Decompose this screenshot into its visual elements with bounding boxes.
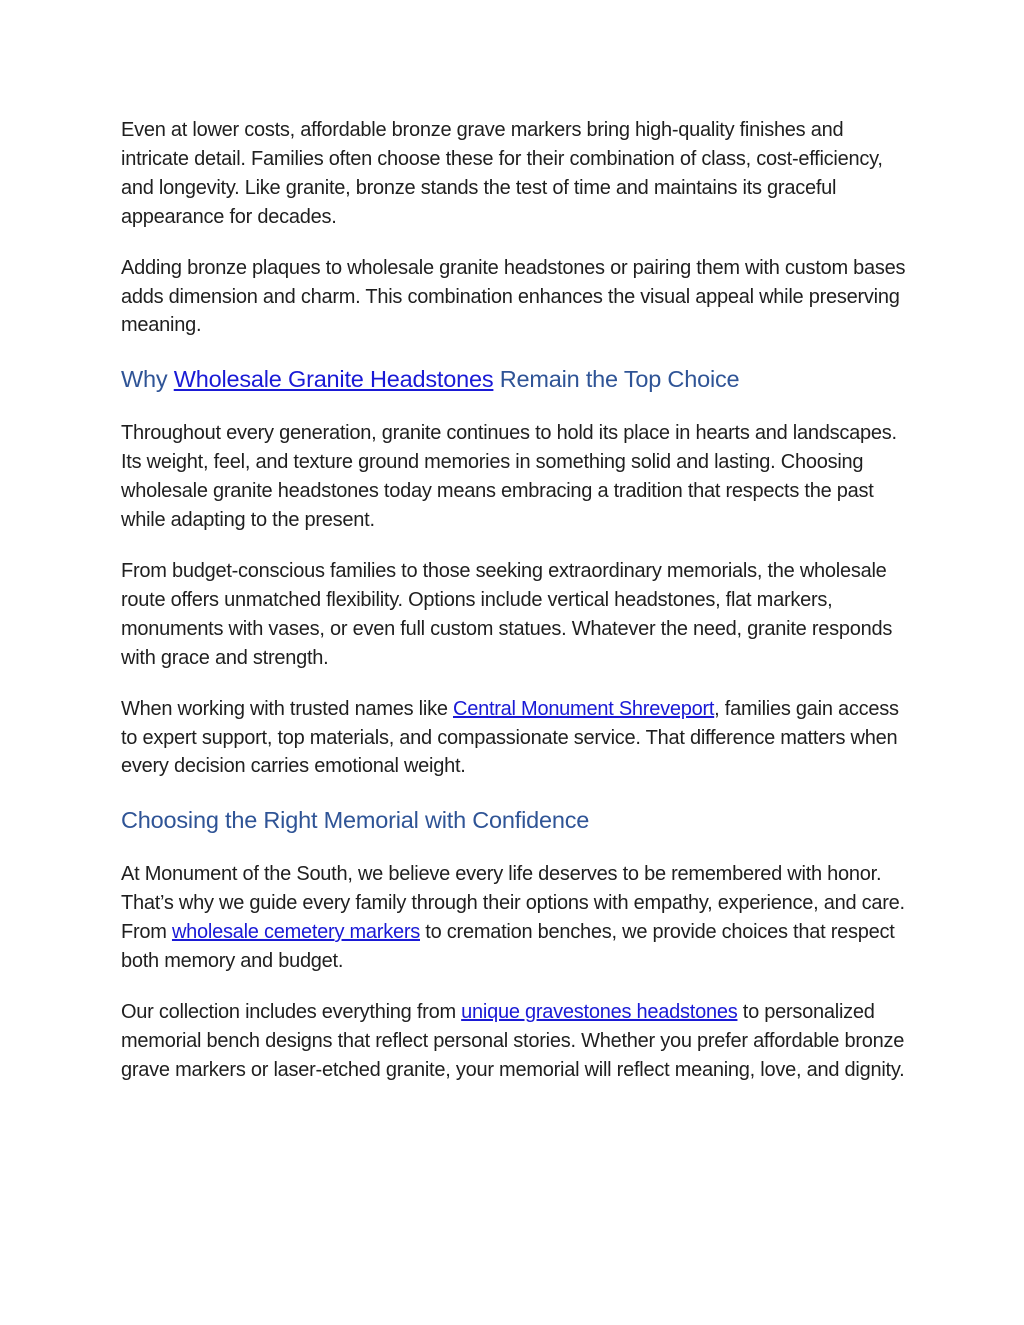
link-wholesale-granite-headstones[interactable]: Wholesale Granite Headstones xyxy=(173,366,494,393)
heading-why-wholesale xyxy=(121,364,911,394)
paragraph-trusted-names-start: When working with trusted names like xyxy=(121,697,453,720)
paragraph-trusted-names-end: , families gain access to expert support, top materials, and compassionate service. That difference matters when every decision carries emotional weight. xyxy=(121,697,899,778)
paragraph-budget-conscious: From budget-conscious families to those seeking extraordinary memorials, the wholesale route offers unmatched flexibility. Options include vertical headstones, flat markers, monuments with vases, or even full custom statues. Whatever the need, granite responds with grace and strength. xyxy=(121,559,893,669)
paragraph-bronze-markers: Even at lower costs, affordable bronze grave markers bring high-quality finishes and intricate detail. Families often choose these for their combination of class, cost-efficiency, and longevity. Like granite, bronze stands the test of time and maintains its graceful appearance for decades. xyxy=(121,119,883,228)
heading-choosing-memorial: Choosing the Right Memorial with Confidence xyxy=(121,807,590,834)
paragraph-monument-south-start: At Monument of the South, we believe every life deserves to be remembered with honor. That’s why we guide every family through their options with empathy, experience, and care. From xyxy=(121,863,905,944)
paragraph-collection-end: to personalized memorial bench designs that reflect personal stories. Whether you prefer affordable bronze grave markers or laser-etched granite, your memorial will reflect meaning, love, and dignity. xyxy=(121,1000,905,1081)
paragraph-collection-start: Our collection includes everything from xyxy=(121,1000,462,1023)
paragraph-granite-generation: Throughout every generation, granite continues to hold its place in hearts and landscapes. Its weight, feel, and texture ground memories in something solid and lasting. Choosing wholesale granite headstones today means embracing a tradition that respects the past while adapting to the present. xyxy=(121,422,897,532)
paragraph-monument-south xyxy=(121,860,911,976)
link-central-monument-shreveport[interactable]: Central Monument Shreveport xyxy=(453,697,715,720)
heading-why-prefix: Why xyxy=(121,366,174,393)
heading-why-suffix: Remain the Top Choice xyxy=(493,366,740,393)
paragraph-bronze-plaques: Adding bronze plaques to wholesale granite headstones or pairing them with custom bases adds dimension and charm. This combination enhances the visual appeal while preserving meaning. xyxy=(121,256,906,337)
paragraph-monument-south-end: to cremation benches, we provide choices that respect both memory and budget. xyxy=(121,921,895,973)
paragraph-trusted-names xyxy=(121,695,911,782)
link-wholesale-cemetery-markers[interactable]: wholesale cemetery markers xyxy=(171,921,420,944)
paragraph-collection xyxy=(121,998,911,1085)
document-page xyxy=(121,116,911,1107)
link-unique-gravestones-headstones[interactable]: unique gravestones headstones xyxy=(461,1000,738,1023)
